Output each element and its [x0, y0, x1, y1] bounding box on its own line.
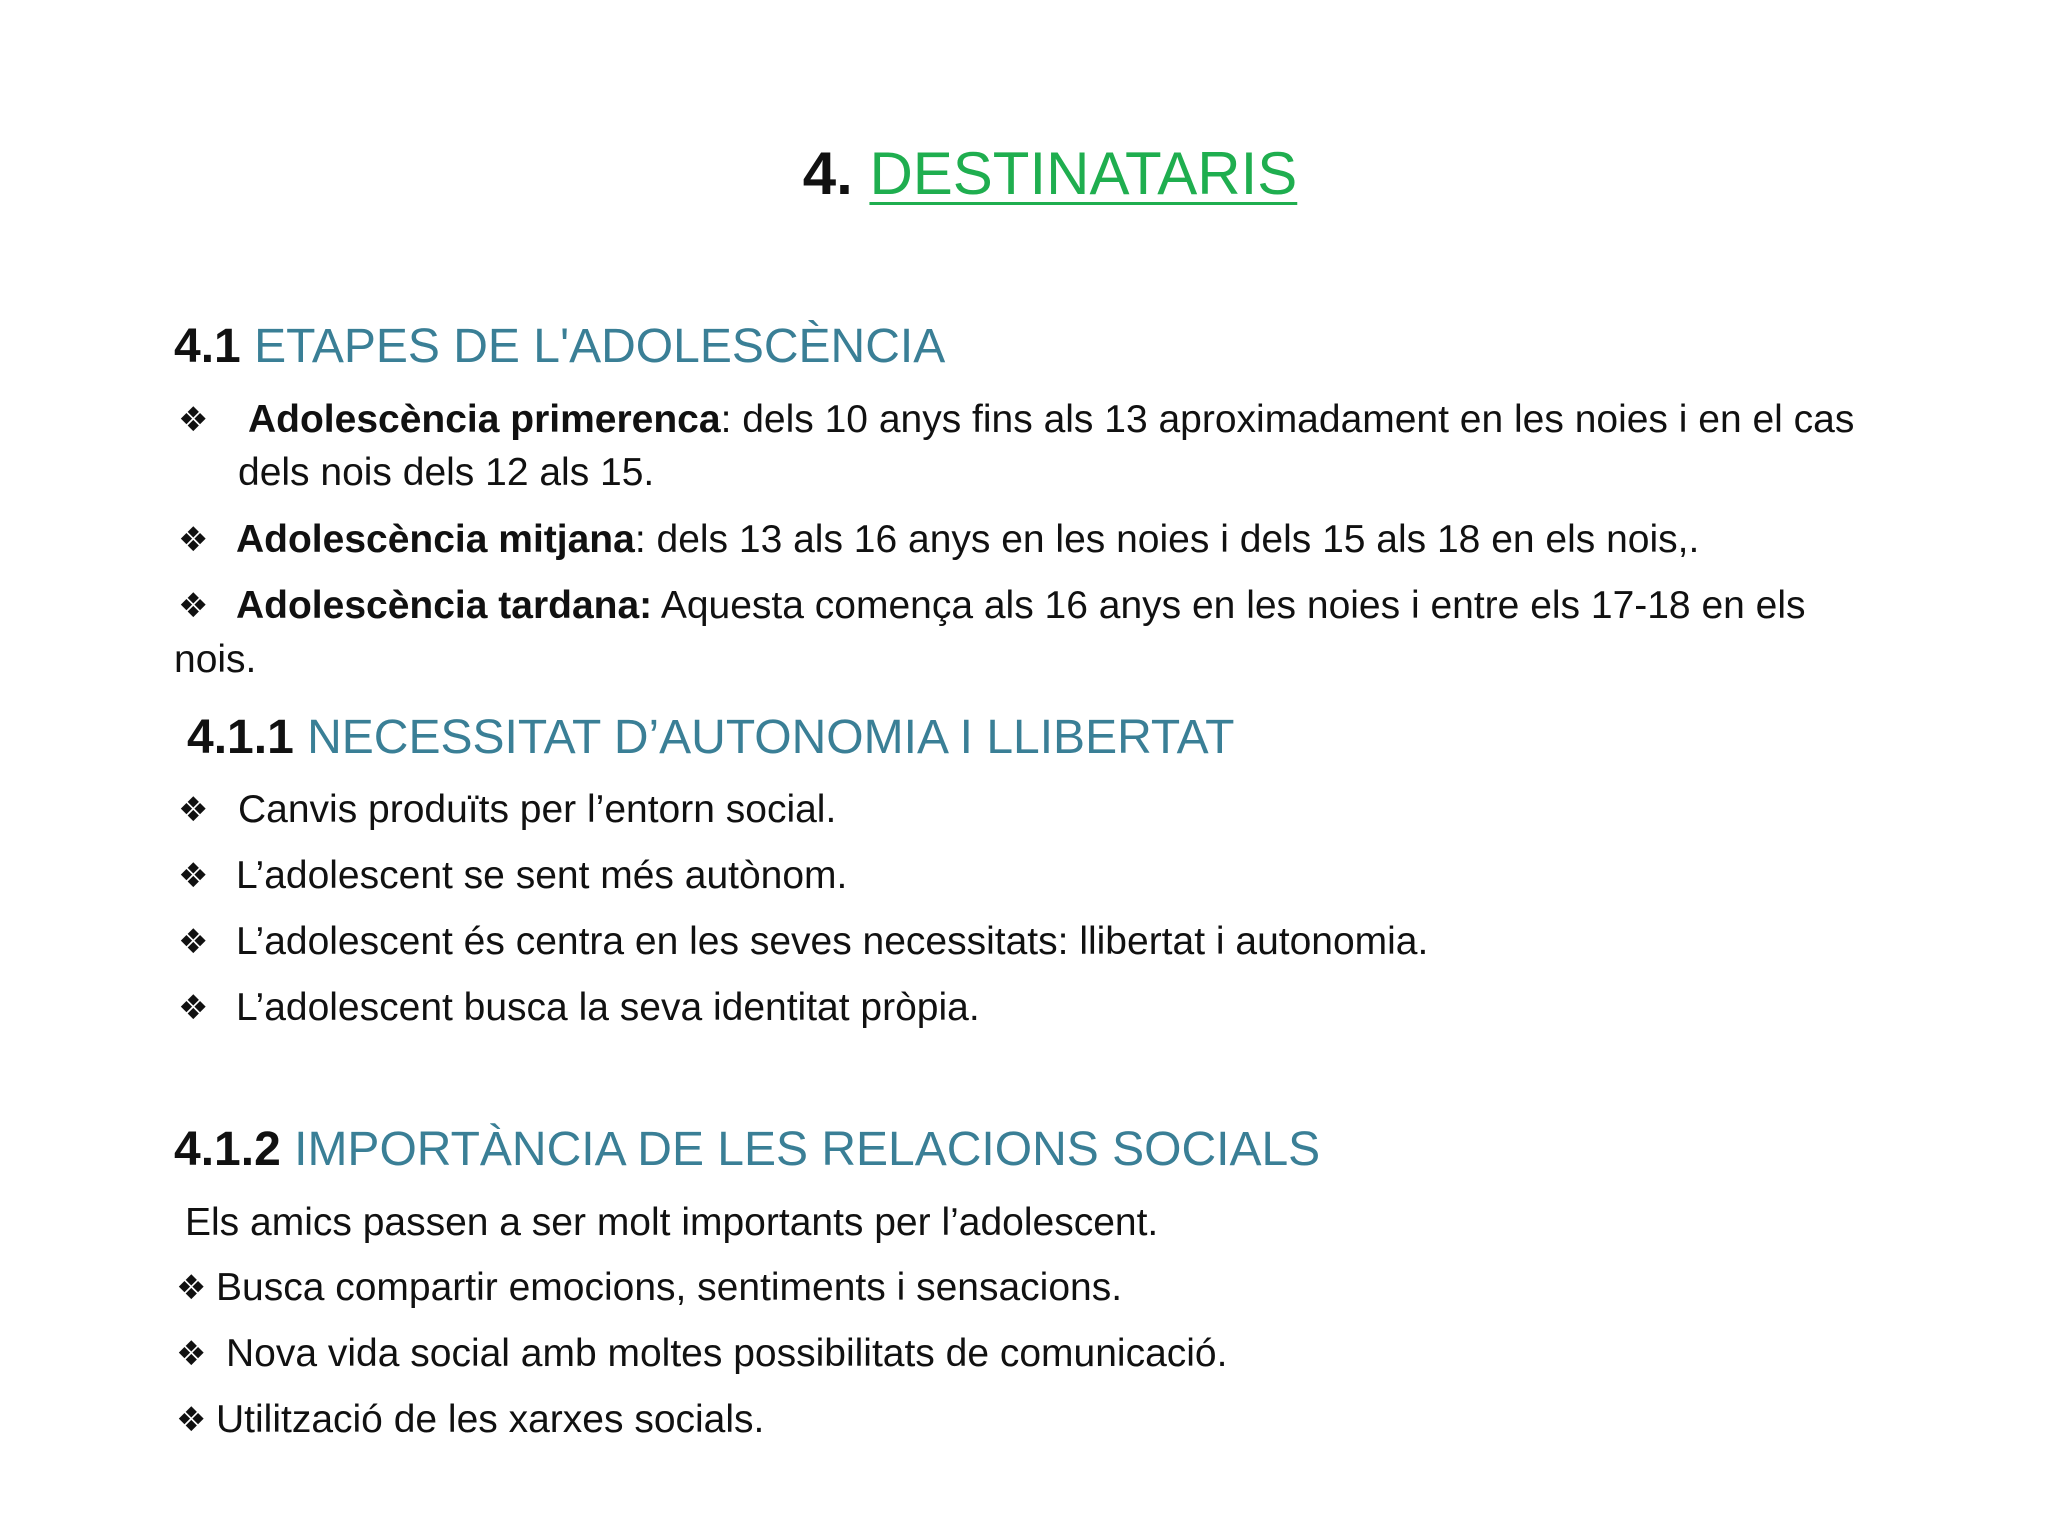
list-item	[236, 514, 1699, 566]
list-item	[236, 580, 1806, 632]
list-item: L’adolescent busca la seva identitat pròpia.	[236, 986, 980, 1029]
list-item: Busca compartir emocions, sentiments i sensacions.	[216, 1266, 1123, 1309]
term: Adolescència mitjana	[236, 518, 635, 561]
bullet-icon: ❖	[178, 400, 209, 440]
list-item: L’adolescent se sent més autònom.	[236, 854, 848, 897]
list-item	[248, 394, 1854, 446]
list-item: Nova vida social amb moltes possibilitats de comunicació.	[226, 1332, 1228, 1375]
list-item: Utilització de les xarxes socials.	[216, 1398, 765, 1441]
section-title: ETAPES DE L'ADOLESCÈNCIA	[254, 320, 946, 373]
bullet-icon: ❖	[178, 856, 209, 896]
description: : dels 10 anys fins als 13 aproximadament en les noies i en el cas	[720, 398, 1855, 441]
term: Adolescència tardana:	[236, 584, 653, 627]
section-heading-4-1-2	[174, 1120, 1320, 1180]
bullet-icon: ❖	[178, 520, 209, 560]
section-heading-4-1-1	[187, 708, 1234, 768]
section-heading-4-1	[174, 317, 945, 377]
description: Aquesta comença als 16 anys en les noies i entre els 17-18 en els	[652, 584, 1806, 627]
section-title: NECESSITAT D’AUTONOMIA I LLIBERTAT	[307, 711, 1235, 764]
list-item: L’adolescent és centra en les seves necessitats: llibertat i autonomia.	[236, 920, 1429, 963]
title-number: 4.	[802, 140, 853, 207]
bullet-icon: ❖	[178, 922, 209, 962]
bullet-icon: ❖	[176, 1400, 207, 1440]
list-item-continuation: nois.	[174, 638, 257, 681]
intro-text: Els amics passen a ser molt importants per l’adolescent.	[185, 1201, 1159, 1244]
bullet-icon: ❖	[176, 1268, 207, 1308]
section-title: IMPORTÀNCIA DE LES RELACIONS SOCIALS	[294, 1123, 1321, 1176]
description: : dels 13 als 16 anys en les noies i dels 15 als 18 en els nois,.	[634, 518, 1700, 561]
section-number: 4.1.2	[174, 1123, 281, 1176]
title-text: DESTINATARIS	[869, 140, 1298, 207]
section-number: 4.1.1	[187, 711, 294, 764]
bullet-icon: ❖	[178, 988, 209, 1028]
section-number: 4.1	[174, 320, 241, 373]
bullet-icon: ❖	[178, 790, 209, 830]
slide-title	[26, 134, 2048, 214]
list-item-continuation: dels nois dels 12 als 15.	[238, 451, 655, 494]
bullet-icon: ❖	[178, 586, 209, 626]
term: Adolescència primerenca	[248, 398, 721, 441]
list-item: Canvis produïts per l’entorn social.	[238, 788, 837, 831]
bullet-icon: ❖	[176, 1334, 207, 1374]
